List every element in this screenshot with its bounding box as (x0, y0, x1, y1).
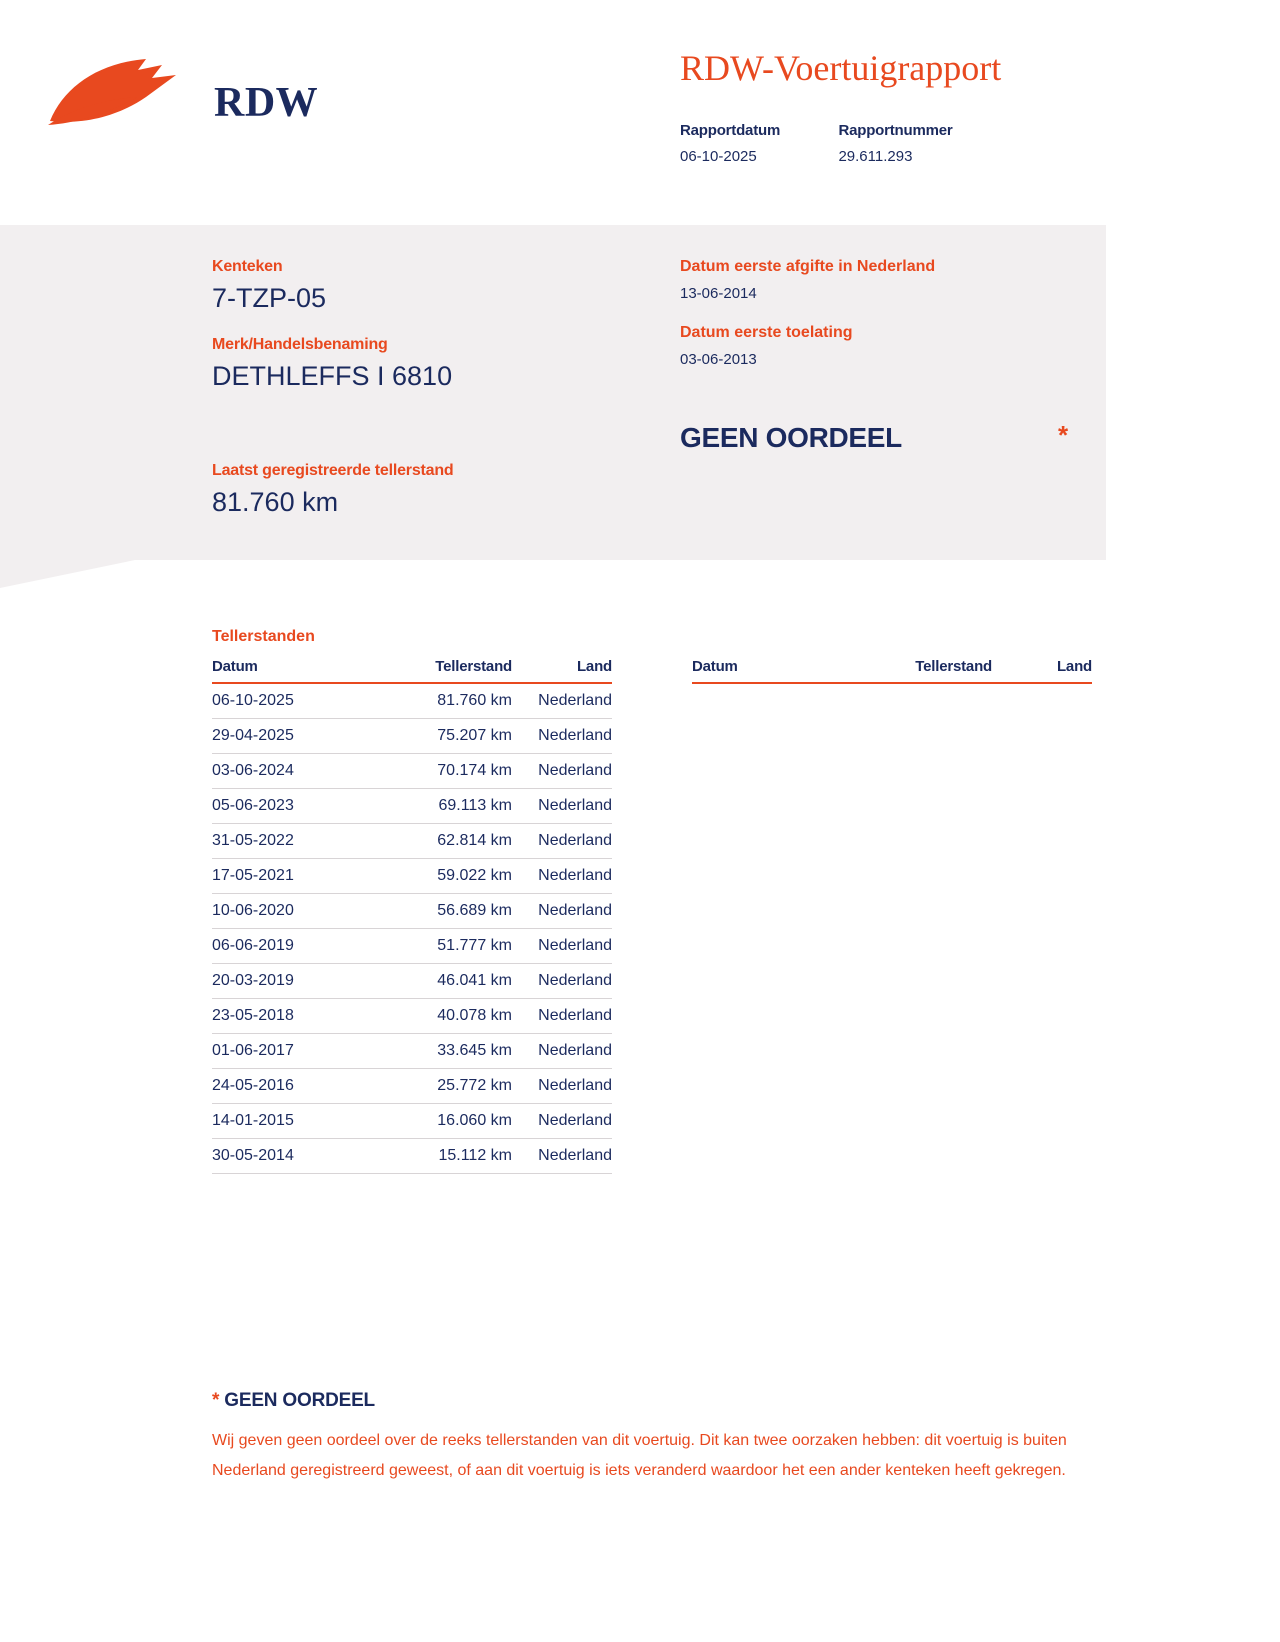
table-row (212, 824, 612, 859)
licence-plate-value: 7-TZP-05 (212, 283, 327, 313)
report-date-value: 06-10-2025 (680, 148, 757, 165)
report-date-label: Rapportdatum (680, 122, 781, 139)
first-issue-label: Datum eerste afgifte in Nederland (680, 258, 936, 275)
vehicle-summary-panel (0, 225, 1106, 560)
cell-country: Nederland (512, 754, 612, 789)
footnote (212, 1390, 1092, 1486)
cell-date: 31-05-2022 (212, 824, 382, 859)
odometer-table-left-body (212, 683, 612, 1174)
cell-odometer: 16.060 km (382, 1104, 512, 1139)
first-admission-group (680, 324, 1080, 368)
odometer-table-right (692, 658, 1092, 684)
odometer-group (212, 462, 652, 518)
table-row (212, 1069, 612, 1104)
table-row (212, 1034, 612, 1069)
cell-date: 20-03-2019 (212, 964, 382, 999)
cell-country: Nederland (512, 789, 612, 824)
table-header-row (212, 658, 612, 683)
licence-plate-group (212, 258, 652, 314)
rdw-logo (42, 45, 332, 155)
odometer-table-left (212, 658, 612, 1174)
table-row (212, 683, 612, 719)
column-header-date: Datum (692, 658, 862, 683)
cell-country: Nederland (512, 824, 612, 859)
brand-label: Merk/Handelsbenaming (212, 336, 388, 353)
cell-odometer: 59.022 km (382, 859, 512, 894)
odometer-value: 81.760 km (212, 487, 339, 517)
table-row (212, 859, 612, 894)
cell-country: Nederland (512, 719, 612, 754)
footnote-body: Wij geven geen oordeel over de reeks tellerstanden van dit voertuig. Dit kan twee oorzaken hebben: dit voertuig is buiten Nederland geregistreerd geweest, of aan dit voertuig is iets veranderd waardoor het een ander kenteken heeft gekregen. (212, 1432, 1067, 1479)
odometer-label: Laatst geregistreerde tellerstand (212, 462, 454, 479)
cell-date: 30-05-2014 (212, 1139, 382, 1174)
first-admission-label: Datum eerste toelating (680, 324, 853, 341)
cell-country: Nederland (512, 1139, 612, 1174)
cell-odometer: 40.078 km (382, 999, 512, 1034)
cell-date: 01-06-2017 (212, 1034, 382, 1069)
verdict-badge: GEEN OORDEEL (680, 422, 902, 453)
document-header (0, 0, 1280, 225)
column-header-odometer: Tellerstand (862, 658, 992, 683)
cell-country: Nederland (512, 1069, 612, 1104)
cell-date: 29-04-2025 (212, 719, 382, 754)
table-row (212, 894, 612, 929)
cell-date: 10-06-2020 (212, 894, 382, 929)
table-row (212, 999, 612, 1034)
first-admission-value: 03-06-2013 (680, 351, 757, 368)
cell-country: Nederland (512, 894, 612, 929)
table-row (212, 754, 612, 789)
rdw-flame-logo (42, 53, 182, 133)
cell-date: 23-05-2018 (212, 999, 382, 1034)
table-row (212, 789, 612, 824)
cell-date: 06-06-2019 (212, 929, 382, 964)
cell-odometer: 56.689 km (382, 894, 512, 929)
table-row (212, 929, 612, 964)
footnote-title-text: GEEN OORDEEL (224, 1390, 375, 1411)
first-issue-value: 13-06-2014 (680, 285, 757, 302)
cell-odometer: 62.814 km (382, 824, 512, 859)
table-header-row (692, 658, 1092, 683)
cell-country: Nederland (512, 999, 612, 1034)
cell-date: 14-01-2015 (212, 1104, 382, 1139)
table-row (212, 1104, 612, 1139)
cell-country: Nederland (512, 929, 612, 964)
odometer-table-title: Tellerstanden (212, 628, 315, 645)
report-date-group (680, 122, 834, 165)
table-row (212, 964, 612, 999)
report-title: RDW-Voertuigrapport (680, 48, 1002, 88)
brand-value: DETHLEFFS I 6810 (212, 361, 453, 391)
table-row (212, 1139, 612, 1174)
report-number-group (838, 122, 952, 165)
cell-odometer: 33.645 km (382, 1034, 512, 1069)
cell-odometer: 51.777 km (382, 929, 512, 964)
report-number-label: Rapportnummer (838, 122, 953, 139)
column-header-country: Land (992, 658, 1092, 683)
cell-odometer: 75.207 km (382, 719, 512, 754)
report-number-value: 29.611.293 (838, 148, 913, 165)
cell-date: 05-06-2023 (212, 789, 382, 824)
rdw-wordmark: RDW (214, 80, 319, 126)
table-row (212, 719, 612, 754)
cell-date: 24-05-2016 (212, 1069, 382, 1104)
panel-corner-notch (0, 560, 135, 588)
summary-right-column (680, 258, 1080, 368)
cell-odometer: 25.772 km (382, 1069, 512, 1104)
cell-date: 17-05-2021 (212, 859, 382, 894)
footnote-asterisk: * (212, 1390, 225, 1411)
summary-left-column (212, 258, 652, 518)
cell-date: 03-06-2024 (212, 754, 382, 789)
cell-odometer: 46.041 km (382, 964, 512, 999)
cell-country: Nederland (512, 859, 612, 894)
first-issue-group (680, 258, 1080, 302)
cell-country: Nederland (512, 1034, 612, 1069)
cell-country: Nederland (512, 964, 612, 999)
report-meta (680, 122, 953, 165)
brand-group (212, 336, 652, 392)
cell-date: 06-10-2025 (212, 683, 382, 719)
cell-odometer: 69.113 km (382, 789, 512, 824)
column-header-date: Datum (212, 658, 382, 683)
cell-odometer: 70.174 km (382, 754, 512, 789)
footnote-title (212, 1390, 1092, 1412)
cell-country: Nederland (512, 683, 612, 719)
verdict-asterisk: * (1058, 420, 1069, 450)
cell-odometer: 15.112 km (382, 1139, 512, 1174)
cell-country: Nederland (512, 1104, 612, 1139)
column-header-country: Land (512, 658, 612, 683)
cell-odometer: 81.760 km (382, 683, 512, 719)
column-header-odometer: Tellerstand (382, 658, 512, 683)
licence-plate-label: Kenteken (212, 258, 283, 275)
